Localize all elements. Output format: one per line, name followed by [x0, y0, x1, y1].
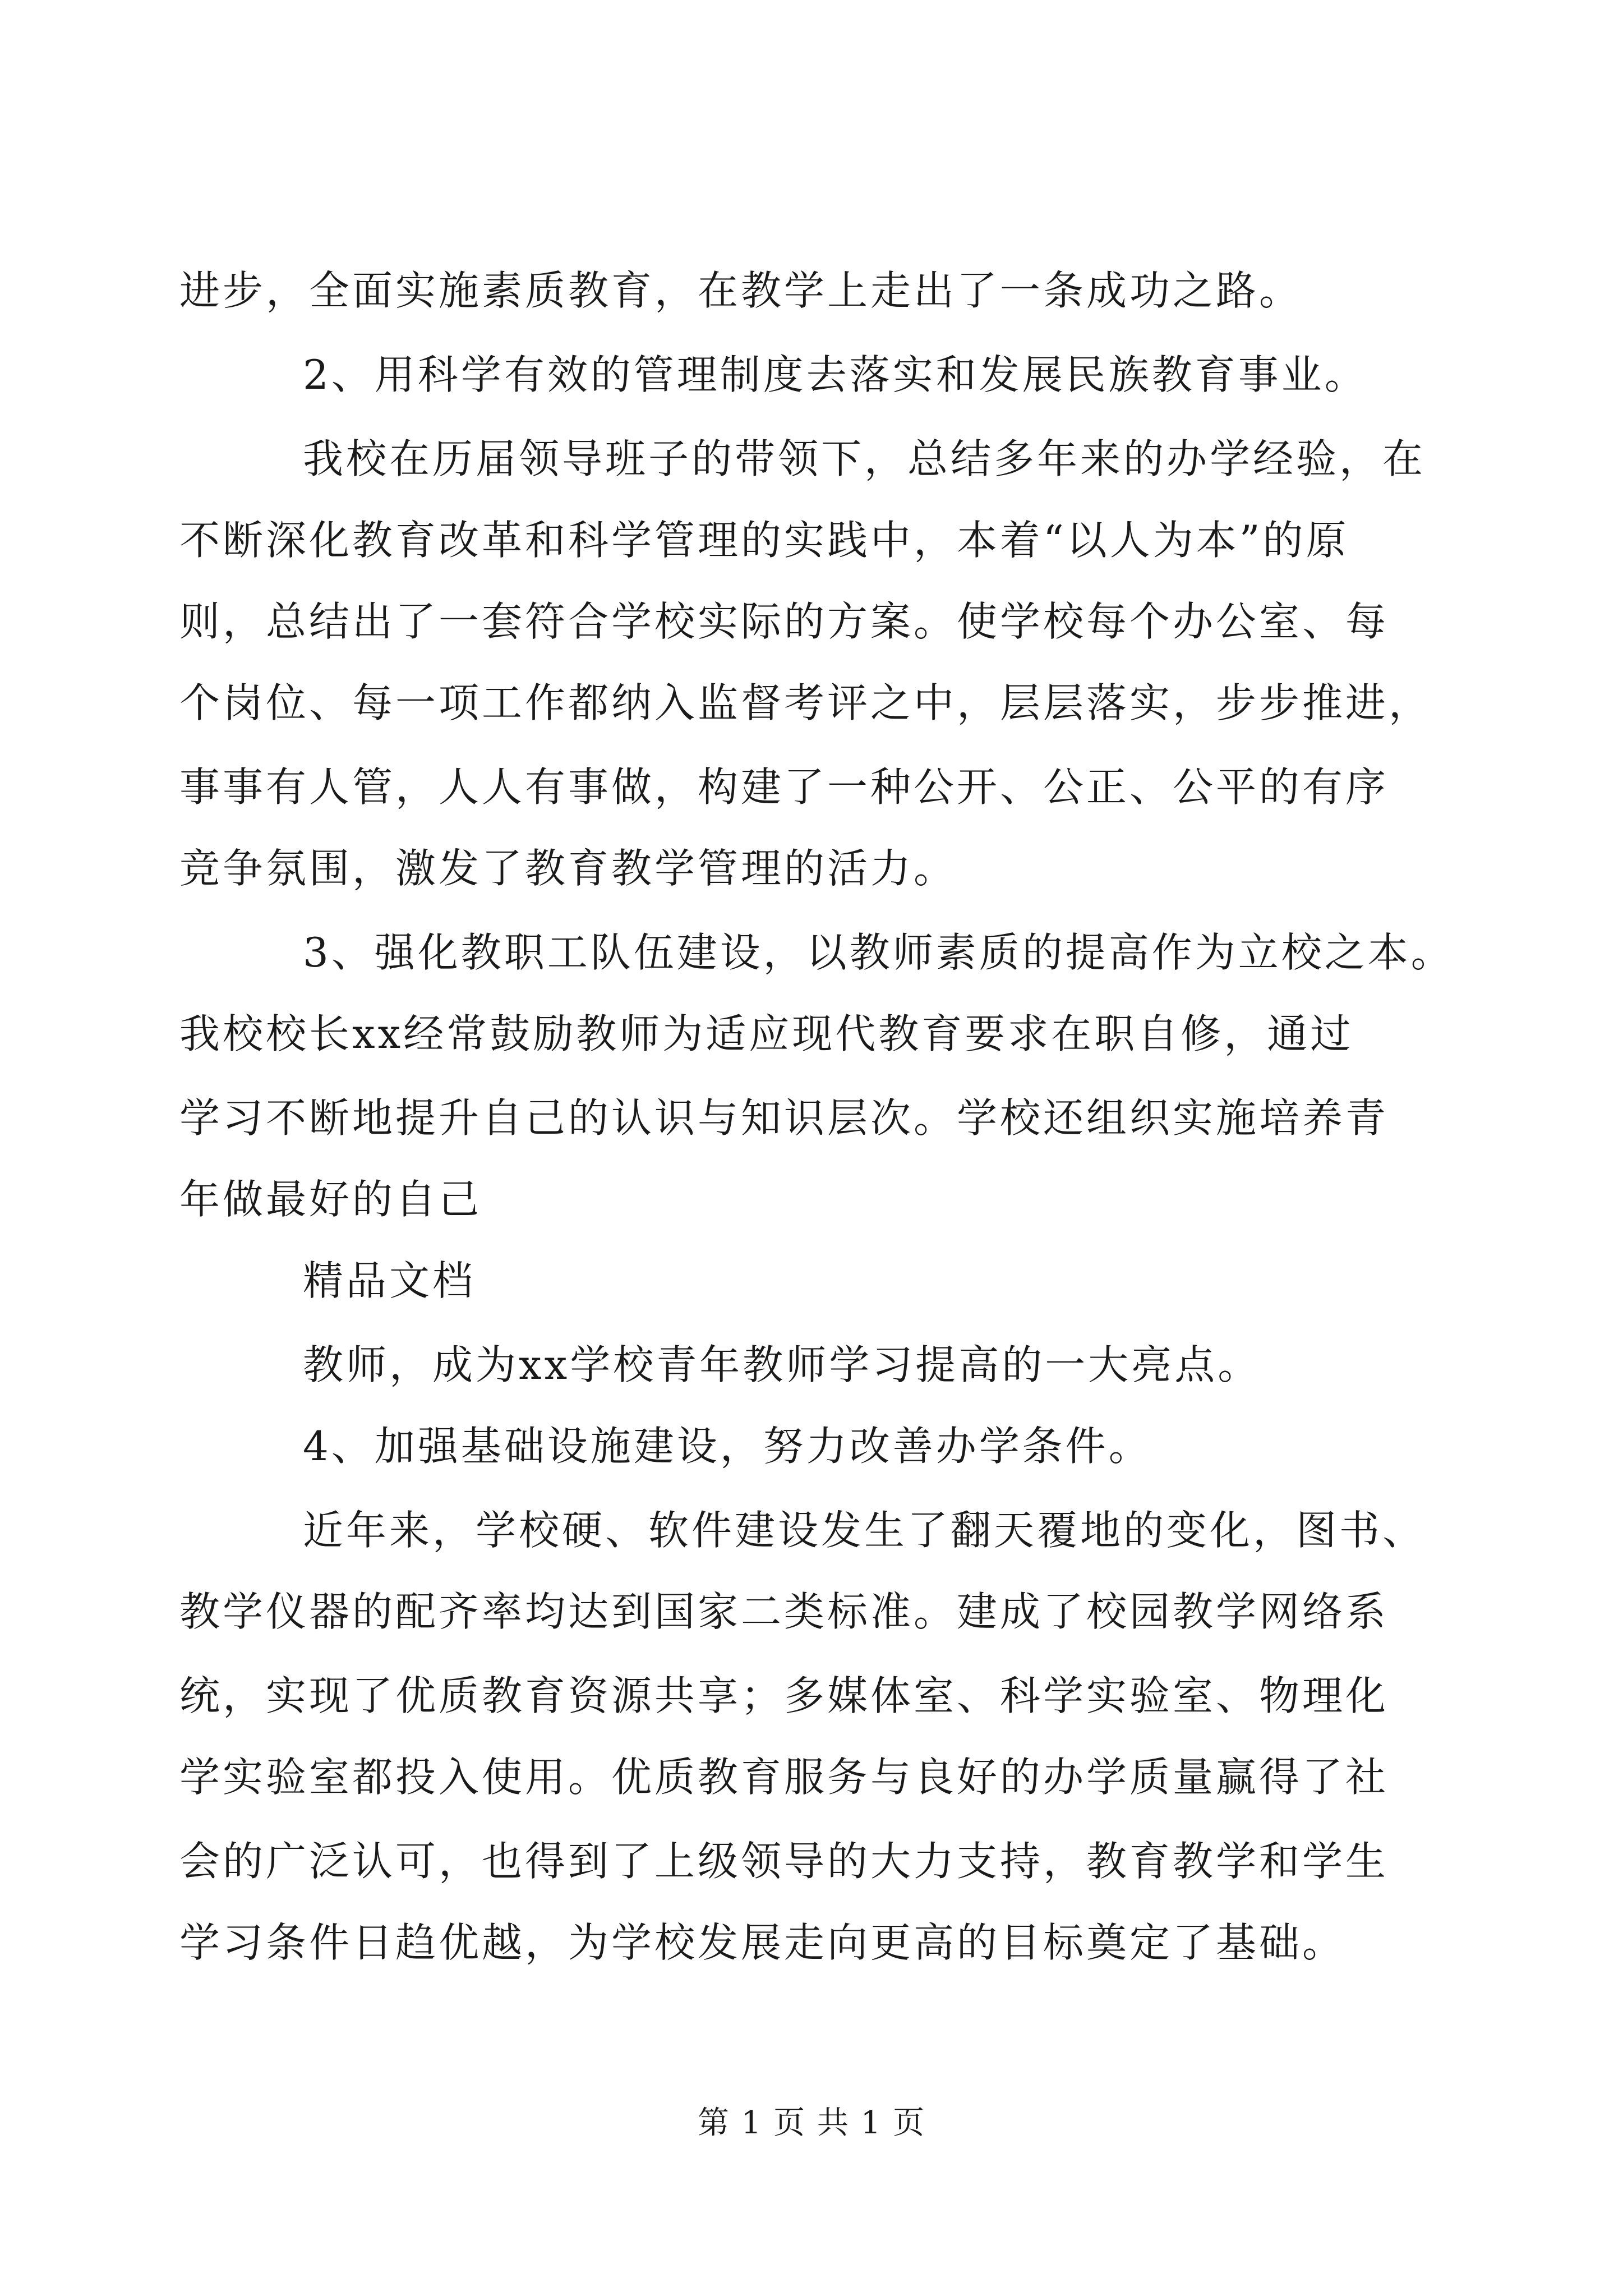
body-line: 统，实现了优质教育资源共享；多媒体室、科学实验室、物理化: [179, 1672, 1389, 1719]
body-line: 竞争氛围，激发了教育教学管理的活力。: [179, 845, 957, 892]
section-heading: 3、强化教职工队伍建设，以教师素质的提高作为立校之本。: [303, 929, 1454, 976]
body-line: 年做最好的自己: [179, 1176, 482, 1223]
page-footer: 第 1 页 共 1 页: [697, 2105, 926, 2141]
body-line: 事事有人管，人人有事做，构建了一种公开、公正、公平的有序: [179, 763, 1389, 811]
watermark-text: 精品文档: [303, 1257, 476, 1304]
body-line: 近年来，学校硬、软件建设发生了翻天覆地的变化，图书、: [303, 1507, 1426, 1554]
body-line: 学实验室都投入使用。优质教育服务与良好的办学质量赢得了社: [179, 1754, 1389, 1801]
body-line: 进步，全面实施素质教育，在教学上走出了一条成功之路。: [179, 267, 1303, 314]
body-line: 我校校长xx经常鼓励教师为适应现代教育要求在职自修，通过: [179, 1010, 1354, 1057]
section-heading: 4、加强基础设施建设，努力改善办学条件。: [303, 1423, 1152, 1470]
body-line: 学习不断地提升自己的认识与知识层次。学校还组织实施培养青: [179, 1094, 1389, 1142]
body-line: 个岗位、每一项工作都纳入监督考评之中，层层落实，步步推进，: [179, 679, 1432, 726]
section-heading: 2、用科学有效的管理制度去落实和发展民族教育事业。: [303, 351, 1368, 398]
body-line: 学习条件日趋优越，为学校发展走向更高的目标奠定了基础。: [179, 1919, 1346, 1966]
body-line: 不断深化教育改革和科学管理的实践中，本着“以人为本”的原: [179, 517, 1349, 564]
body-line: 会的广泛认可，也得到了上级领导的大力支持，教育教学和学生: [179, 1838, 1389, 1885]
body-line: 我校在历届领导班子的带领下，总结多年来的办学经验，在: [303, 435, 1426, 482]
body-line: 则，总结出了一套符合学校实际的方案。使学校每个办公室、每: [179, 598, 1389, 645]
body-line: 教学仪器的配齐率均达到国家二类标准。建成了校园教学网络系: [179, 1588, 1389, 1635]
body-line: 教师，成为xx学校青年教师学习提高的一大亮点。: [303, 1341, 1261, 1388]
